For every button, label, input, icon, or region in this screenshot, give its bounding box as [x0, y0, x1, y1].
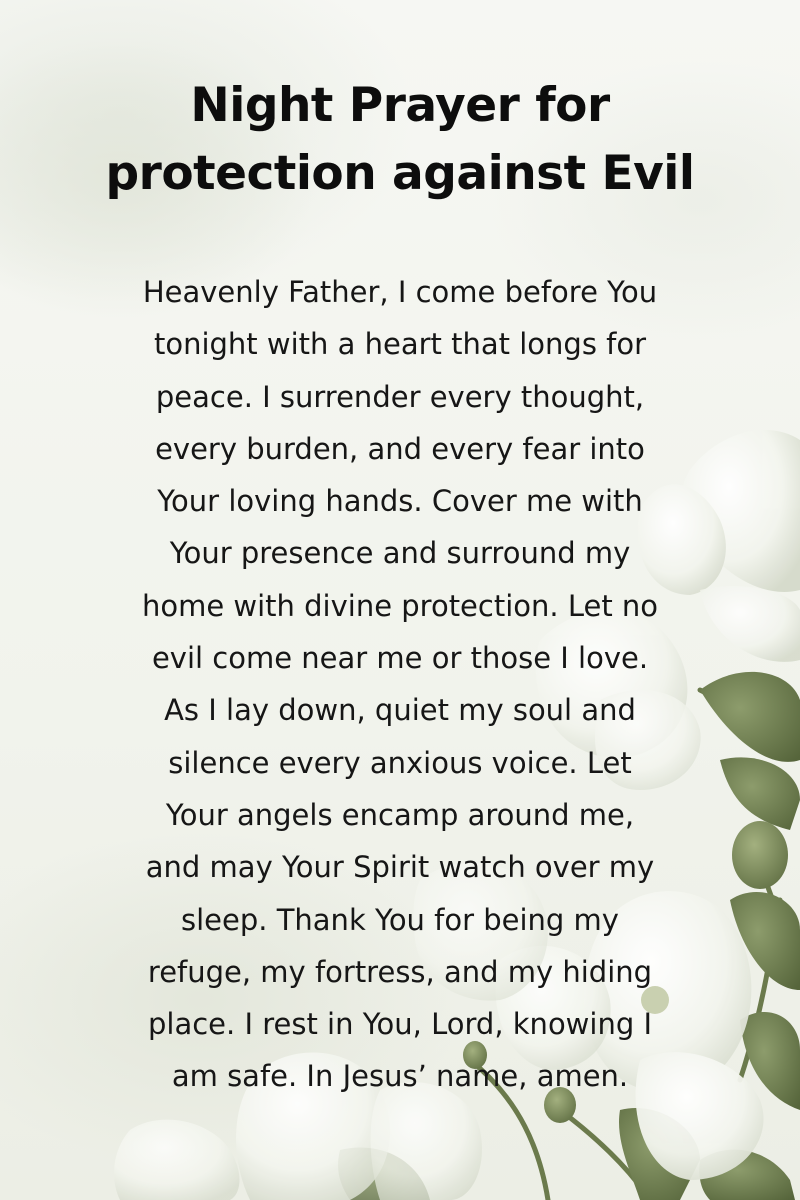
prayer-line: refuge, my fortress, and my hiding	[147, 954, 653, 989]
prayer-line: Your loving hands. Cover me with	[157, 484, 643, 519]
prayer-line: Your angels encamp around me,	[165, 797, 635, 832]
prayer-line: sleep. Thank You for being my	[181, 902, 619, 937]
prayer-line: silence every anxious voice. Let	[168, 745, 632, 780]
prayer-line: and may Your Spirit watch over my	[145, 850, 655, 885]
page-title	[40, 72, 760, 208]
title-line: Night Prayer for	[190, 78, 610, 133]
prayer-line: tonight with a heart that longs for	[153, 327, 647, 362]
prayer-line: home with divine protection. Let no	[141, 588, 659, 623]
prayer-line: Your presence and surround my	[169, 536, 631, 571]
prayer-line: place. I rest in You, Lord, knowing I	[147, 1007, 653, 1042]
prayer-line: peace. I surrender every thought,	[155, 379, 645, 414]
title-line: protection against Evil	[105, 146, 695, 201]
prayer-line: am safe. In Jesus’ name, amen.	[171, 1059, 629, 1094]
prayer-line: As I lay down, quiet my soul and	[164, 693, 636, 728]
prayer-line: Heavenly Father, I come before You	[142, 275, 658, 309]
prayer-line: evil come near me or those I love.	[151, 641, 649, 676]
prayer-text	[40, 266, 760, 1103]
prayer-line: every burden, and every fear into	[155, 431, 645, 466]
